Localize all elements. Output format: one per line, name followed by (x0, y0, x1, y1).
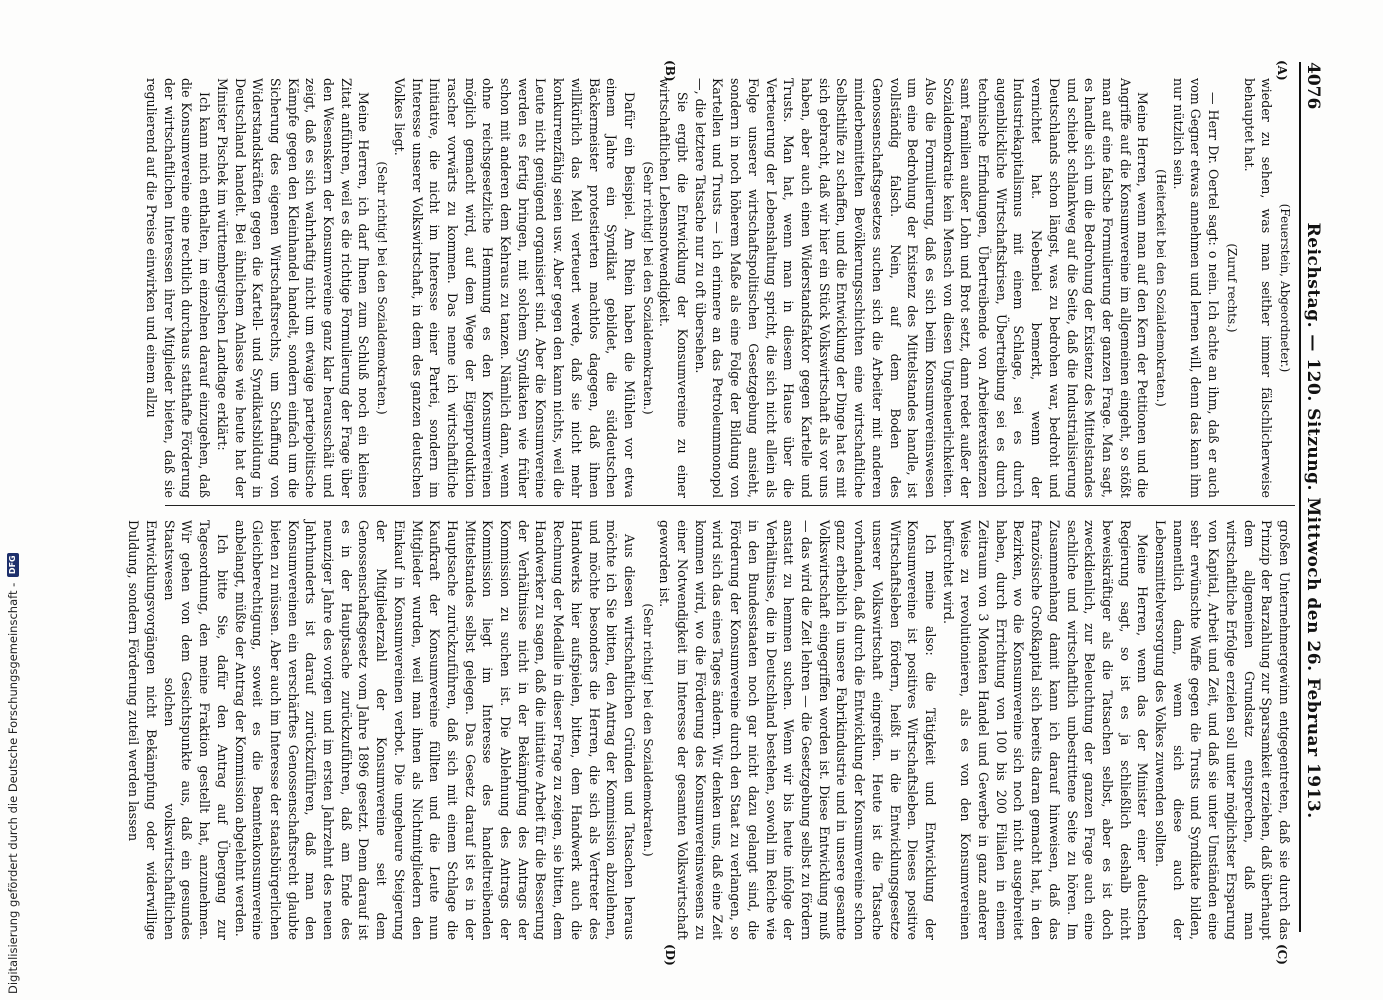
dfg-logo-icon: DFG (7, 553, 19, 577)
paragraph: wieder zu sehen, was man seither immer fälschlicherweise behauptet hat. (1241, 78, 1275, 498)
paragraph: — Herr Dr. Oertel sagt: o nein. Ich achte an ihm, daß er auch vom Gegner etwas annehmen und lernen will, denn das kann ihm nur nützlich sein. (1170, 78, 1222, 498)
interjection: (Sehr richtig! bei den Sozialdemokraten.) (640, 161, 655, 415)
paragraph: Aus diesen wirtschaftlichen Gründen und Tatsachen heraus möchte ich Sie bitten, den Antrag der Kommission abzulehnen, und möchte besonders die Herren, die sich als Vertreter des Handwerks hier aufspielen, bitten, dem Handwerk auch die Rechnung der Medaille in dieser Frage zu zeigen, sie bitten, dem Handwerker zu sagen, daß die initiative Arbeit für die Besserung der Verhältnisse nicht in der Bekämpfung des Antrags der Kommission zu suchen ist. Die Ablehnung des Antrags der Kommission liegt im Interesse des handeltreibenden Mittelstandes selbst gelegen. Das Gesetz darauf ist es in der Hauptsache zurückzuführen, daß sich mit einem Schlage die Kaufkraft der Konsumvereine füllten und die Leute nun Mitglieder wurden, weil man ihnen als Nichtmitgliedern den Einkauf in Konsumvereinen verbot. Die ungeheure Steigerung der Mitgliederzahl der Konsumvereine seit dem Genossenschaftsgesetz vom Jahre 1896 gesetzt. Denn darauf ist es in der Hauptsache zurückzuführen, daß am Ende des neunziger Jahre des vorigen und im ersten Jahrzehnt des neuen Jahrhunderts ist darauf zurückzuführen, daß man den Konsumvereinen ein verschärftes Genossenschaftsrecht glaubte bieten zu müssen. Aber auch im Interesse der staatsbürgerlichen Gleichberechtigung, soweit es die Beamtenkonsumvereine anbelangt, müßte der Antrag der Kommission abgelehnt werden. (232, 520, 637, 940)
paragraph: Sie ergibt die Entwicklung der Konsumvereine zu einer wirtschaftlichen Lebensnotwendigkeit. (657, 78, 691, 498)
paragraph: Dafür ein Beispiel. Am Rhein haben die Mühlen vor etwa einem Jahre ein Syndikat gebildet, die süddeutschen Bäckermeister protestierten machtlos dagegen, daß ihnen willkürlich das Mehl verteuert werde, daß sie nicht mehr konkurrenzfähig seien usw. Aber gegen den kann nichts, weil die Leute nicht genügend organisiert sind. Aber die Konsumvereine werden es fertig bringen, mit solchem Syndikaten wie früher schon mit anderen dem Kehraus zu tanzen. Nämlich dann, wenn ohne reichsgesetzliche Hemmung es den Konsumvereinen möglich gemacht wird, auf dem Wege der Eigenproduktion rascher vorwärts zu kommen. Das nenne ich wirtschaftliche Initiative, die nicht im Interesse einer Partei, sondern im Interesse unserer Volkswirtschaft, in dem des ganzen deutschen Volkes liegt. (391, 78, 637, 498)
margin-mark-d: (D) (663, 944, 677, 966)
paragraph: Ich bitte Sie, dafür den Antrag auf Übergang zur Tagesordnung, den meine Fraktion gestellt hat, anzunehmen. Wir gehen von dem Gesichtspunkte aus, daß ein gesundes Staatswesen solchen volkswirtschaftlichen Entwicklungsvorgängen nicht Bekämpfung oder widerwillige Duldung, sondern Förderung zuteil werden lassen (126, 520, 230, 940)
interjection: (Zuruf rechts.) (1224, 243, 1239, 333)
interjection: (Heiterkeit bei den Sozialdemokraten.) (1154, 169, 1169, 407)
interjection: (Sehr richtig! bei den Sozialdemokraten.) (375, 161, 390, 415)
margin-mark-c: (C) (1275, 944, 1289, 965)
paragraph: großen Unternehmergewinn entgegentreten, daß sie durch das Prinzip der Barzahlung zur Sparsamkeit erziehen, daß überhaupt dem allgemeinen Grundsatz entsprechen, daß man wirtschaftliche Erfolge erzielen soll unter möglichster Ersparung von Kapital, Arbeit und Zeit, und daß sie unter Umständen eine sehr erwünschte Waffe gegen die Trusts und Syndikate bilden, namentlich dann, wenn sich diese auch der Lebensmittelversorgung des Volkes zuwenden sollten. (1153, 520, 1292, 940)
interjection: (Feuerstein, Abgeordneter.) (1278, 203, 1292, 373)
page-title: Reichstag. — 120. Sitzung. Mittwoch den 26. Februar 1913. (1303, 222, 1323, 819)
page-header (1299, 62, 1325, 932)
credit-text: Digitalisierung gefördert durch die Deutsche Forschungsgemeinschaft - (6, 582, 20, 994)
paragraph: Meine Herren, wenn das der Minister einer deutschen Regierung sagt, so ist es ja schließlich deshalb nicht beweiskräftiger als die Tatsachen selbst, aber es ist doch zweckdienlich, zur Beleuchtung der ganzen Frage auch eine sachliche und wirtschaftlich unbestrittene Seite zu hören. Im Zusammenhang damit kann ich darauf hinweisen, daß das französische Großkapital sich bereits daran gemacht hat, in den Bezirken, wo die Konsumvereine sich noch nicht ausgebreitet haben, durch Errichtung von 100 bis 200 Filialen in einem Zeitraum von 3 Monaten Handel und Gewerbe in ganz anderer Weise zu revolutionieren, als es von den Konsumvereinen befürchtet wird. (940, 520, 1151, 940)
paragraph: Ich meine also: die Tätigkeit und Entwicklung der Konsumvereine ist positives Wirtschaftsleben. Dieses positive Wirtschaftsleben fördern, heißt in die Entwicklungsgesetze unserer Volkswirtschaft eingreifen. Heute ist die Tatsache vorhanden, daß durch die Entwicklung der Konsumvereine schon ganz erheblich in unsere Fabrikindustrie und in unsere gesamte Volkswirtschaft eingegriffen worden ist. Diese Entwicklung muß — das wird die Zeit lehren — die Gesetzgebung selbst zu fördern anstatt zu hemmen suchen. Wenn wir bis heute infolge der Verhältnisse, die in Deutschland bestehen, sowohl im Reiche wie in den Bundesstaaten noch gar nicht dazu gelangt sind, die Förderung der Konsumvereine durch den Staat zu verlangen, so wird sich das eines Tages ändern. Wir denken uns, daß eine Zeit kommen wird, wo die Förderung des Konsumvereinswesens zu einer Notwendigkeit im Interesse der gesamten Volkswirtschaft geworden ist. (657, 520, 938, 940)
column-divider (165, 505, 1295, 506)
margin-mark-b: (B) (663, 60, 677, 82)
digitization-credit (6, 553, 20, 994)
interjection: (Sehr richtig! bei den Sozialdemokraten.) (640, 603, 655, 857)
page-number: 4076 (1303, 62, 1323, 110)
right-text-column (125, 520, 1293, 940)
paragraph: Meine Herren, wenn man auf den Kern der Petitionen und die Angriffe auf die Konsumvereine im allgemeinen eingeht, so stößt man auf eine falsche Formulierung der ganzen Frage. Man sagt, es handle sich um die Bedrohung der Existenz des Mittelstandes und schiebt schlankweg auf die Seite, daß die Industrialisierung Deutschlands schon längst, was zu bedrohen war, bedroht und vernichtet hat. Nebenbei bemerkt, wenn der Industriekapitalismus mit einem Schlage, sei es durch augenblickliche Wirtschaftskrisen, Übertreibung sei es durch technische Erfindungen, Übertreibende von Arbeiterexistenzen samt Familien außer Lohn und Brot setzt, dann redet außer der Sozialdemokratie kein Mensch von diesen Ungeheuerlichkeiten. Also die Formulierung, daß es sich beim Konsumvereinswesen um eine Bedrohung der Existenz des Mittelstandes handle, ist vollständig falsch. Nein, auf dem Boden des Genossenschaftsgesetzes suchen sich die Arbeiter mit anderen minderbemittelten Bevölkerungsschichten eine wirtschaftliche Selbsthilfe zu schaffen, und die Entwicklung der Dinge hat es mit sich gebracht, daß wir hier ein Stück Volkswirtschaft als vor uns haben, aber auch einen Widerstandsfaktor gegen Kartelle und Trusts. Man hat, wenn man in diesem Hause über die Verteuerung der Lebenshaltung spricht, die sich nicht allein als Folge unserer wirtschaftspolitischen Gesetzgebung ansieht, sondern in noch höherem Maße als eine Folge der Bildung von Kartellen und Trusts — ich erinnere an das Petroleummonopol —, die letztere Tatsache nur zu oft übersehen. (692, 78, 1151, 498)
paragraph: Ich kann mich enthalten, im einzelnen darauf einzugehen, daß die Konsumvereine eine rechtlich durchaus statthafte Förderung der wirtschaftlichen Interessen ihrer Mitglieder bieten, daß sie regulierend auf die Preise einwirken und einem allzu (144, 78, 213, 498)
margin-mark-a: (A) (1275, 60, 1289, 81)
left-text-column (142, 78, 1293, 498)
paragraph: Meine Herren, ich darf Ihnen zum Schluß noch ein kleines Zitat anführen, weil es die richtige Formulierung der Frage über den Wesenskern der Konsumvereine ganz klar herausschält und zeigt, daß es sich wahrhaftig nicht um etwaige parteipolitische Kämpfe gegen den Kleinhandel handelt, sondern einfach um die Sicherung des eigenen Wirtschaftsrechts, um Schaffung von Widerstandskräften gegen die Kartell- und Syndikatsbildung in Deutschland handelt. Bei ähnlichem Anlasse wie heute hat der Minister Pischek im württembergischen Landtage erklärt: (214, 78, 372, 498)
